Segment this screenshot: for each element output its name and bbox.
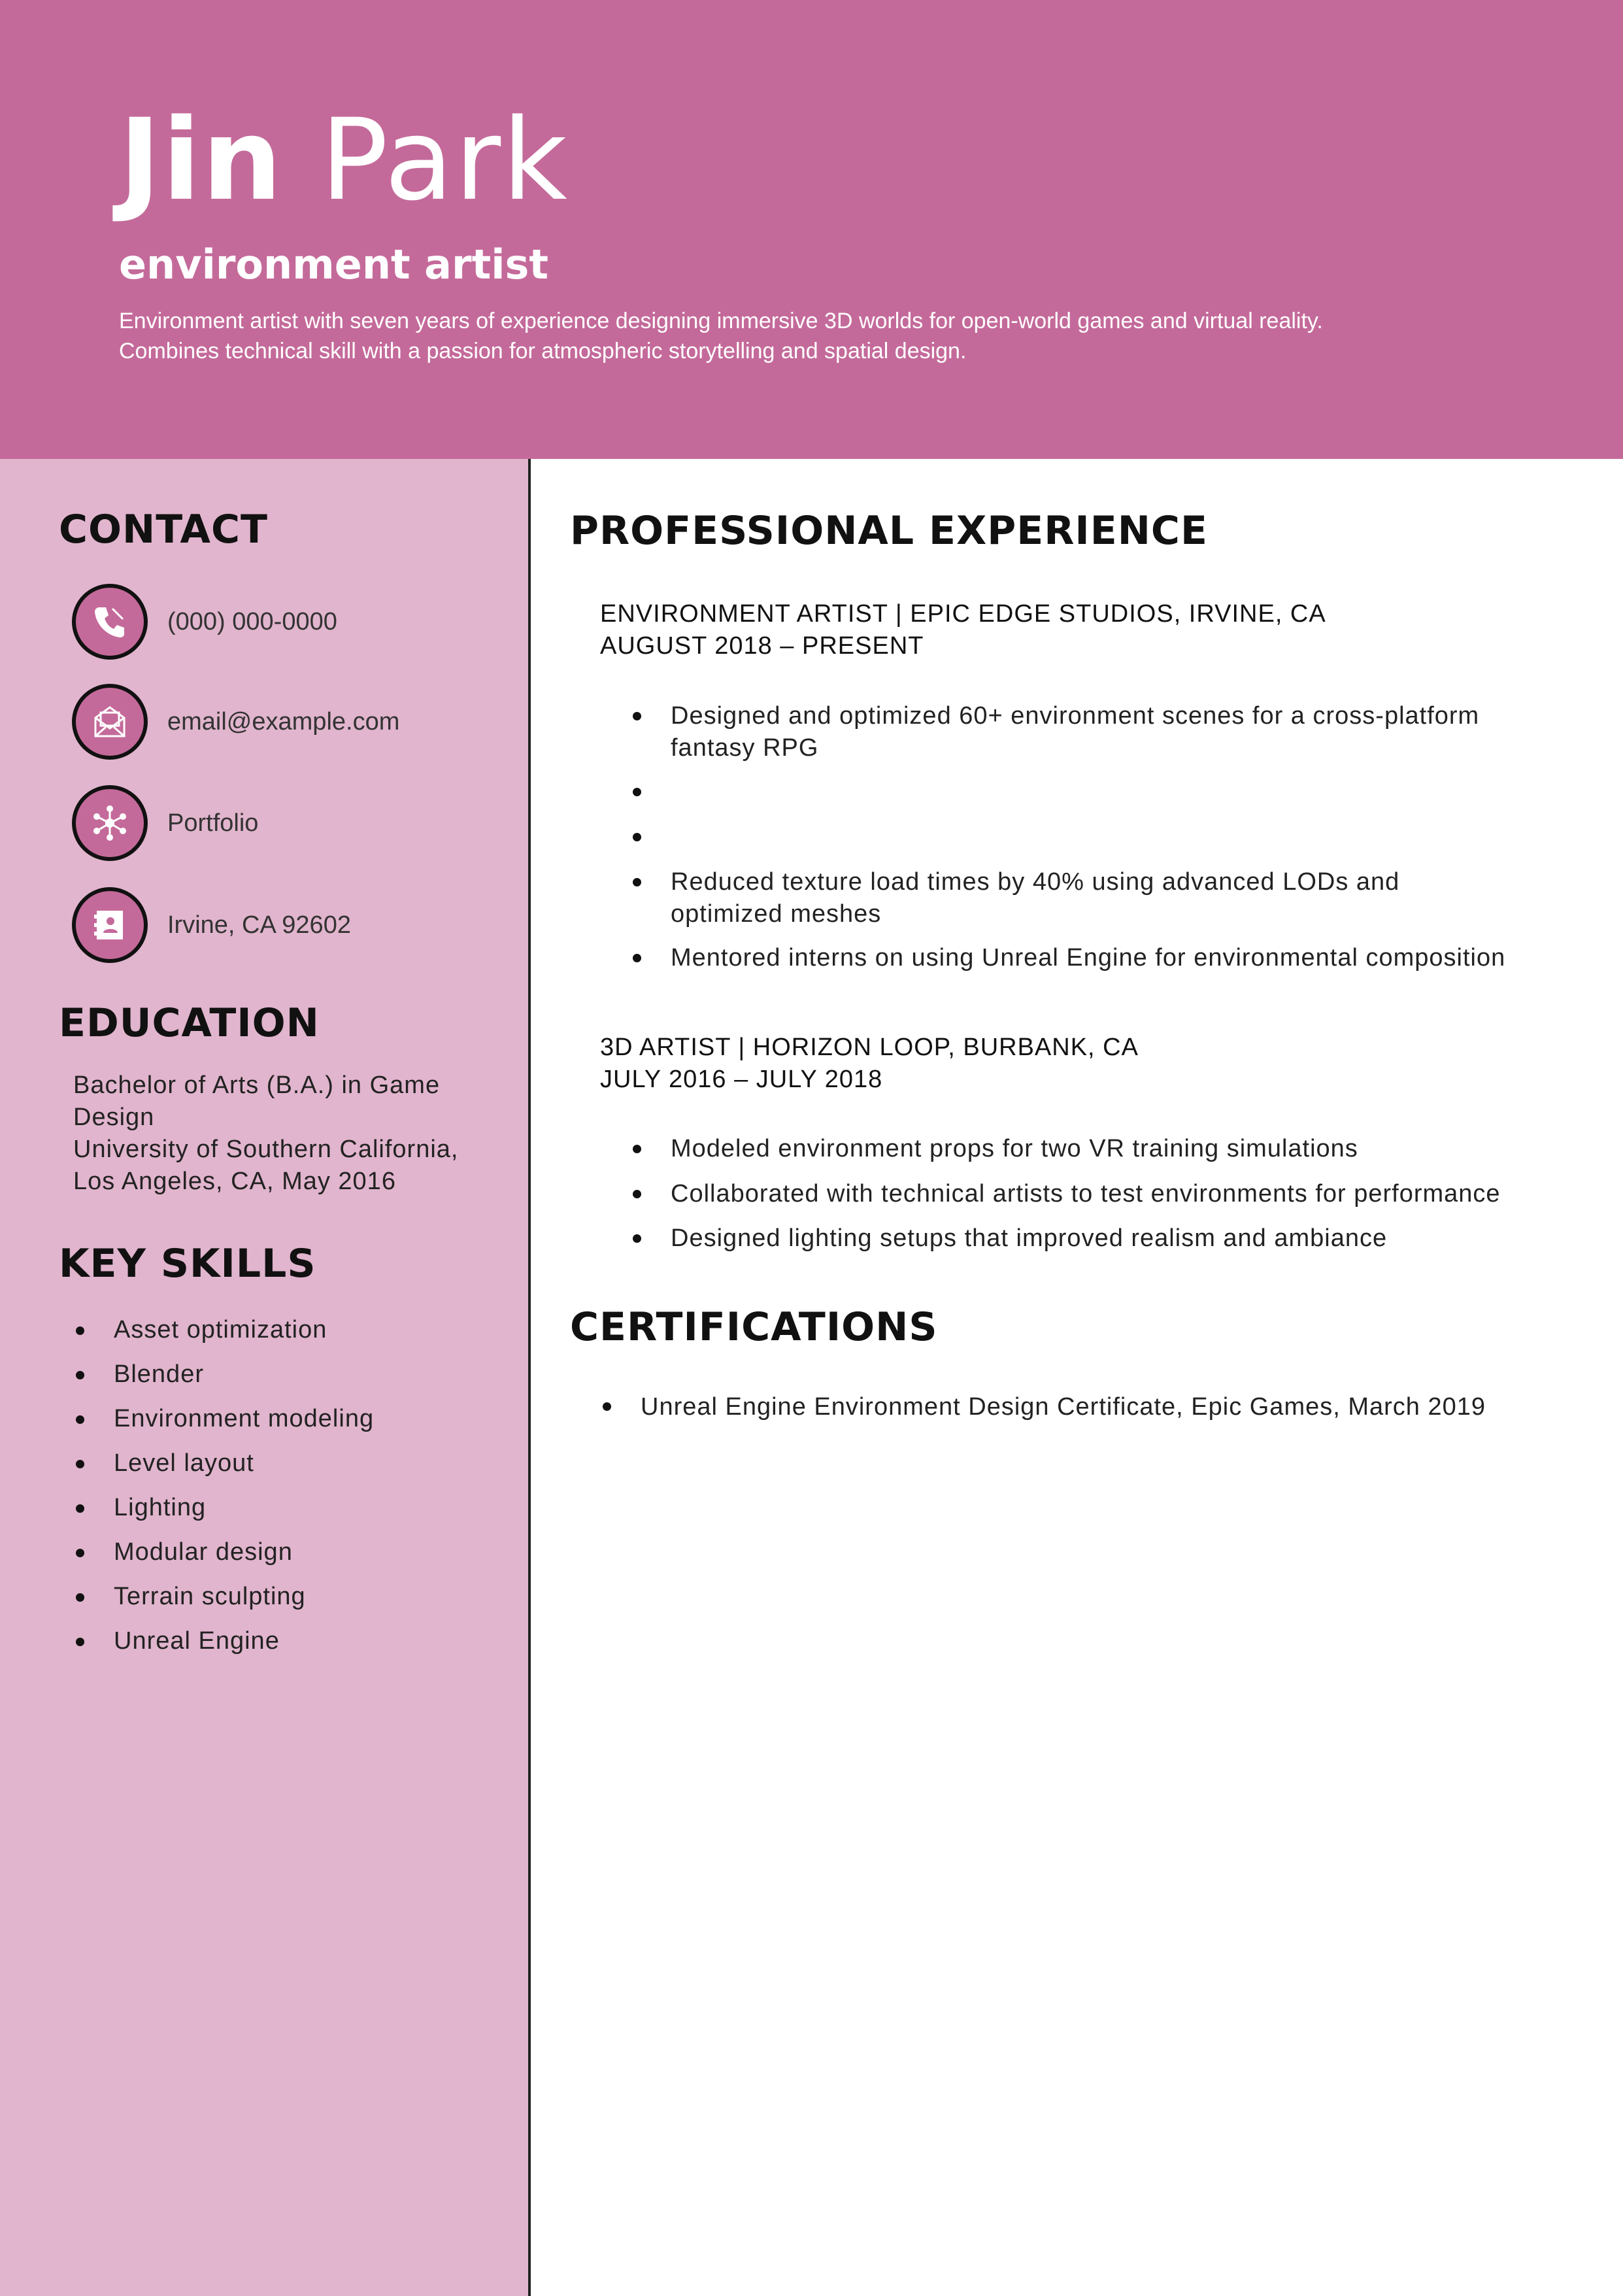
job-1-role: ENVIRONMENT ARTIST | EPIC EDGE STUDIOS, IRVINE, CA xyxy=(600,600,1326,628)
job-1-bullets xyxy=(600,700,1505,987)
job-bullet: Mentored interns on using Unreal Engine for environmental composition xyxy=(600,942,1505,987)
skill-item: Unreal Engine xyxy=(72,1621,374,1666)
skills-heading: KEY SKILLS xyxy=(59,1241,316,1287)
header-banner xyxy=(0,0,1623,459)
job-title: environment artist xyxy=(119,241,549,288)
job-2-bullets xyxy=(600,1133,1501,1267)
summary-line: Combines technical skill with a passion for atmospheric storytelling and spatial design. xyxy=(119,339,967,363)
skill-item: Lighting xyxy=(72,1488,374,1532)
skill-item: Level layout xyxy=(72,1443,374,1488)
job-bullet: Collaborated with technical artists to test environments for performance xyxy=(600,1178,1501,1223)
contact-phone[interactable] xyxy=(72,584,523,660)
degree-line: Design xyxy=(73,1104,155,1131)
phone-icon xyxy=(72,584,148,660)
certification-item: Unreal Engine Environment Design Certificate, Epic Games, March 2019 xyxy=(600,1389,1486,1425)
first-name: Jin xyxy=(119,94,284,226)
education-heading: EDUCATION xyxy=(59,1000,320,1046)
job-bullet xyxy=(600,821,1505,866)
skill-item: Asset optimization xyxy=(72,1310,374,1355)
job-1-dates: AUGUST 2018 – PRESENT xyxy=(600,632,924,660)
job-2-dates: JULY 2016 – JULY 2018 xyxy=(600,1066,883,1093)
skill-item: Environment modeling xyxy=(72,1399,374,1443)
job-bullet: Modeled environment props for two VR training simulations xyxy=(600,1133,1501,1178)
portfolio-icon xyxy=(72,785,148,861)
degree-line: Bachelor of Arts (B.A.) in Game xyxy=(73,1072,441,1099)
job-bullet: Designed and optimized 60+ environment scenes for a cross-platform fantasy RPG xyxy=(600,700,1505,776)
certifications-heading: CERTIFICATIONS xyxy=(570,1304,938,1350)
summary xyxy=(119,306,1557,366)
job-2-header xyxy=(600,1032,1139,1096)
job-bullet xyxy=(600,776,1505,821)
education-entry xyxy=(73,1070,518,1198)
email-icon xyxy=(72,684,148,760)
contact-email[interactable] xyxy=(72,684,523,760)
school-line: Los Angeles, CA, May 2016 xyxy=(73,1168,396,1195)
summary-line: Environment artist with seven years of experience designing immersive 3D worlds for open-world games and virtual reality. xyxy=(119,309,1323,333)
skill-item: Terrain sculpting xyxy=(72,1577,374,1621)
skills-list xyxy=(72,1310,374,1666)
portfolio-link: Portfolio xyxy=(167,809,259,837)
experience-heading: PROFESSIONAL EXPERIENCE xyxy=(570,508,1208,554)
candidate-name xyxy=(119,88,569,232)
skill-item: Blender xyxy=(72,1355,374,1399)
last-name: Park xyxy=(320,94,569,226)
school-line: University of Southern California, xyxy=(73,1136,459,1163)
email-address: email@example.com xyxy=(167,708,400,735)
contact-heading: CONTACT xyxy=(59,507,268,552)
job-1-header xyxy=(600,598,1326,662)
skill-item: Modular design xyxy=(72,1532,374,1577)
address-icon xyxy=(72,887,148,963)
contact-portfolio[interactable] xyxy=(72,785,523,861)
phone-number: (000) 000-0000 xyxy=(167,608,337,635)
certifications-list xyxy=(600,1389,1486,1425)
job-bullet: Designed lighting setups that improved realism and ambiance xyxy=(600,1223,1501,1267)
contact-address[interactable] xyxy=(72,887,523,963)
job-bullet: Reduced texture load times by 40% using advanced LODs and optimized meshes xyxy=(600,866,1505,942)
column-divider xyxy=(528,459,531,2296)
address: Irvine, CA 92602 xyxy=(167,911,351,939)
job-2-role: 3D ARTIST | HORIZON LOOP, BURBANK, CA xyxy=(600,1034,1139,1061)
